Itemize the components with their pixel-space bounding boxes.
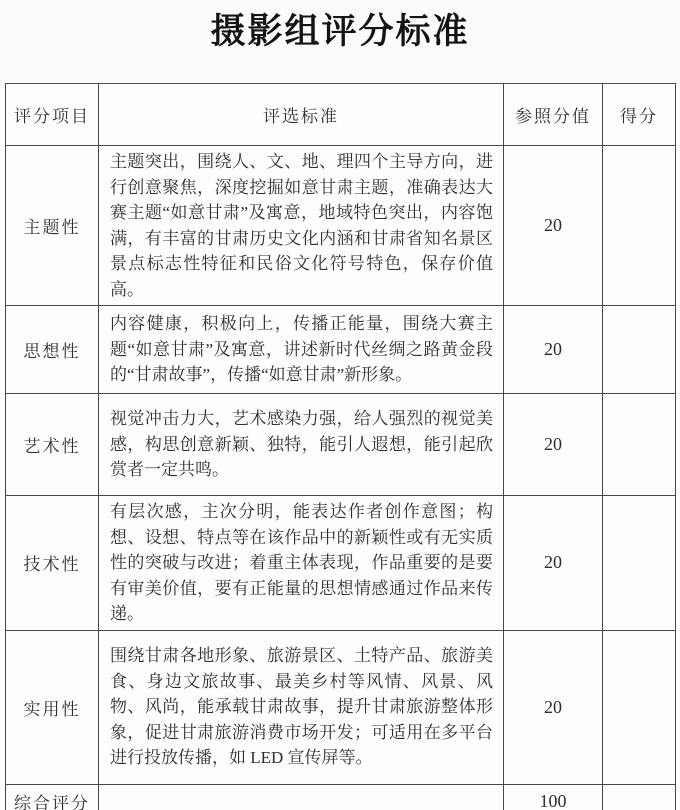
- score-cell: [603, 630, 676, 784]
- score-cell: [603, 146, 676, 306]
- criteria-text: 视觉冲击力大，艺术感染力强，给人强烈的视觉美感，构思创意新颖、独特，能引人遐想，能引起欣赏者一定共鸣。: [99, 394, 504, 496]
- total-score: [603, 784, 676, 810]
- ref-score-value: 20: [504, 496, 603, 631]
- page-title: 摄影组评分标准: [210, 12, 470, 51]
- table-row-ideology: [6, 306, 676, 394]
- header-criteria: 评选标准: [99, 84, 504, 146]
- table-row-technique: [6, 496, 676, 631]
- header-item: 评分项目: [6, 84, 99, 146]
- ref-score-value: 20: [504, 146, 603, 306]
- score-cell: [603, 496, 676, 631]
- score-cell: [603, 306, 676, 394]
- total-label: 综合评分: [6, 784, 99, 810]
- total-criteria: [99, 784, 504, 810]
- table-header-row: [6, 84, 676, 146]
- item-label: 艺术性: [6, 394, 99, 496]
- item-label: 技术性: [6, 496, 99, 631]
- table-row-practicality: [6, 630, 676, 784]
- table-row-total: [6, 784, 676, 810]
- criteria-text: 围绕甘肃各地形象、旅游景区、土特产品、旅游美食、身边文旅故事、最美乡村等风情、风景、风物、风尚，能承载甘肃故事，提升甘肃旅游整体形象，促进甘肃旅游消费市场开发；可适用在多平台进行投放传播，如 LED 宣传屏等。: [99, 630, 504, 784]
- ref-score-value: 20: [504, 394, 603, 496]
- ref-score-value: 20: [504, 630, 603, 784]
- header-ref-score: 参照分值: [504, 84, 603, 146]
- ref-score-value: 20: [504, 306, 603, 394]
- header-score: 得分: [603, 84, 676, 146]
- table-row-artistry: [6, 394, 676, 496]
- item-label: 实用性: [6, 630, 99, 784]
- scoring-table: [5, 83, 676, 810]
- criteria-text: 有层次感，主次分明，能表达作者创作意图；构想、设想、特点等在该作品中的新颖性或有无实质性的突破与改进；着重主体表现，作品重要的是要有审美价值，要有正能量的思想情感通过作品来传递。: [99, 496, 504, 631]
- score-cell: [603, 394, 676, 496]
- item-label: 主题性: [6, 146, 99, 306]
- criteria-text: 主题突出，围绕人、文、地、理四个主导方向，进行创意聚焦，深度挖掘如意甘肃主题，准确表达大赛主题“如意甘肃”及寓意，地域特色突出，内容饱满，有丰富的甘肃历史文化内涵和甘肃省知名景区景点标志性特征和民俗文化符号特色，保存价值高。: [99, 146, 504, 306]
- total-ref-score: 100: [504, 784, 603, 810]
- criteria-text: 内容健康，积极向上，传播正能量，围绕大赛主题“如意甘肃”及寓意，讲述新时代丝绸之路黄金段的“甘肃故事”，传播“如意甘肃”新形象。: [99, 306, 504, 394]
- item-label: 思想性: [6, 306, 99, 394]
- table-row-theme: [6, 146, 676, 306]
